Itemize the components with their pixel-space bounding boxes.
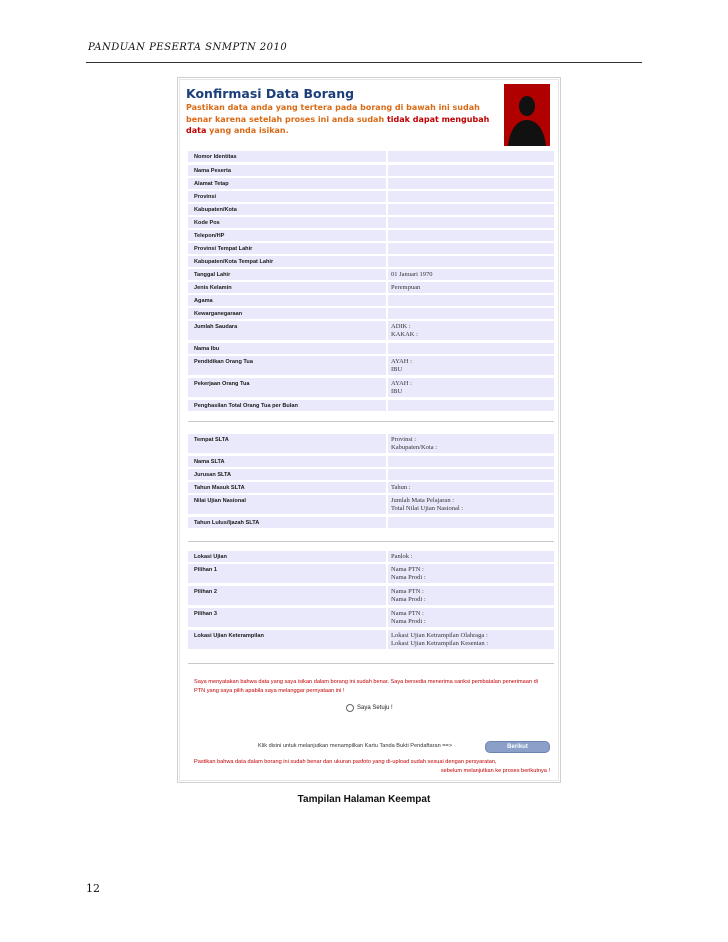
row-value — [388, 343, 554, 354]
row-label: Kewarganegaraan — [188, 308, 386, 319]
row-label: Jumlah Saudara — [188, 321, 386, 340]
figure-caption: Tampilan Halaman Keempat — [297, 794, 431, 805]
section-divider — [188, 421, 554, 422]
row-value — [388, 282, 554, 293]
row-value — [388, 564, 554, 583]
row-value — [388, 178, 554, 189]
row-label: Nilai Ujian Nasional — [188, 495, 386, 514]
form-row — [188, 469, 554, 480]
form-row — [188, 400, 554, 411]
declaration-text: Saya menyatakan bahwa data yang saya isikan dalam borang ini sudah benar. Saya bersedia menerima sanksi pembatalan penerimaan di PTN yang saya pilih apabila saya melanggar pernyataan ini ! — [194, 679, 538, 694]
row-label: Pilihan 2 — [188, 586, 386, 605]
row-value — [388, 608, 554, 627]
row-value-line: Nama Prodi : — [391, 595, 426, 603]
notice-text-2: yang anda isikan. — [206, 126, 289, 135]
form-row — [188, 256, 554, 267]
row-label: Provinsi — [188, 191, 386, 202]
row-value — [388, 434, 554, 453]
form-row — [188, 378, 554, 397]
row-value-line: AYAH : — [391, 358, 412, 365]
form-row — [188, 456, 554, 467]
form-row — [188, 608, 554, 627]
form-row — [188, 356, 554, 375]
row-value — [388, 165, 554, 176]
form-row — [188, 230, 554, 241]
form-row — [188, 217, 554, 228]
row-value — [388, 356, 554, 375]
section-divider — [188, 663, 554, 664]
row-value-line: Nama Prodi : — [391, 617, 426, 625]
row-label: Pendidikan Orang Tua — [188, 356, 386, 375]
row-value — [388, 482, 554, 493]
row-value — [388, 230, 554, 241]
row-value — [388, 243, 554, 254]
row-value — [388, 586, 554, 605]
row-label: Pilihan 3 — [188, 608, 386, 627]
form-row — [188, 204, 554, 215]
row-value — [388, 295, 554, 306]
row-value — [388, 321, 554, 340]
form-row — [188, 321, 554, 340]
document-header: PANDUAN PESERTA SNMPTN 2010 — [88, 42, 288, 53]
form-row — [188, 495, 554, 514]
row-value-line: Perempuan — [391, 284, 421, 291]
row-label: Penghasilan Total Orang Tua per Bulan — [188, 400, 386, 411]
row-label: Tahun Lulus/Ijazah SLTA — [188, 517, 386, 528]
form-screenshot — [177, 77, 561, 783]
form-row — [188, 295, 554, 306]
row-value-line: Nama Prodi : — [391, 573, 426, 581]
form-row — [188, 586, 554, 605]
row-label: Nama Peserta — [188, 165, 386, 176]
confirmation-notice — [186, 102, 504, 137]
row-value-line: Tahun : — [391, 484, 411, 491]
page-number: 12 — [86, 882, 100, 895]
agree-radio[interactable] — [346, 704, 354, 712]
header-divider — [86, 62, 642, 63]
form-frame — [179, 79, 559, 781]
form-row — [188, 517, 554, 528]
row-value — [388, 308, 554, 319]
row-value-line: Panlok : — [391, 553, 413, 560]
row-label: Tahun Masuk SLTA — [188, 482, 386, 493]
row-value — [388, 151, 554, 162]
row-value — [388, 517, 554, 528]
row-value — [388, 191, 554, 202]
row-label: Pekerjaan Orang Tua — [188, 378, 386, 397]
row-value — [388, 456, 554, 467]
form-row — [188, 551, 554, 562]
row-label: Kode Pos — [188, 217, 386, 228]
row-label: Lokasi Ujian — [188, 551, 386, 562]
section-divider — [188, 541, 554, 542]
row-value-line: KAKAK : — [391, 330, 418, 338]
row-value-line: ADIK : — [391, 323, 411, 330]
row-label: Nama Ibu — [188, 343, 386, 354]
form-row — [188, 151, 554, 162]
row-label: Alamat Tetap — [188, 178, 386, 189]
form-row — [188, 165, 554, 176]
row-value-line: Jumlah Mata Pelajaran : — [391, 497, 454, 504]
final-note-line-2: sebelum melanjutkan ke proses berikutnya ! — [440, 768, 550, 774]
row-value-line: Provinsi : — [391, 436, 417, 443]
form-row — [188, 269, 554, 280]
row-value — [388, 495, 554, 514]
person-silhouette-icon — [504, 84, 550, 146]
row-value-line: IBU — [391, 365, 403, 373]
next-instruction: Klik disini untuk melanjutkan menampilkan Kartu Tanda Bukti Pendaftaran ==> — [258, 743, 453, 749]
agree-label: Saya Setuju ! — [357, 705, 393, 711]
form-row — [188, 630, 554, 649]
next-button[interactable]: Berikut — [485, 741, 550, 753]
row-label: Nomor Identitas — [188, 151, 386, 162]
row-value — [388, 256, 554, 267]
row-value — [388, 204, 554, 215]
notice-highlight: tidak dapat mengubah data — [186, 114, 490, 135]
row-value-line: Nama PTN : — [391, 588, 424, 595]
form-row — [188, 178, 554, 189]
row-value-line: Lokasi Ujian Ketrampilan Kesenian : — [391, 639, 489, 647]
row-label: Kabupaten/Kota Tempat Lahir — [188, 256, 386, 267]
row-value — [388, 469, 554, 480]
form-row — [188, 243, 554, 254]
row-value-line: IBU — [391, 387, 403, 395]
row-label: Lokasi Ujian Keterampilan — [188, 630, 386, 649]
row-label: Telepon/HP — [188, 230, 386, 241]
notice-text-1: Pastikan data anda yang tertera pada borang di bawah ini sudah benar karena setelah proses ini anda sudah — [186, 103, 480, 124]
form-row — [188, 343, 554, 354]
row-value-line: AYAH : — [391, 380, 412, 387]
row-value-line: 01 Januari 1970 — [391, 271, 433, 278]
row-label: Jenis Kelamin — [188, 282, 386, 293]
final-note — [194, 758, 550, 776]
form-row — [188, 482, 554, 493]
row-value-line: Total Nilai Ujian Nasional : — [391, 504, 464, 512]
row-value — [388, 630, 554, 649]
row-label: Agama — [188, 295, 386, 306]
row-value — [388, 378, 554, 397]
row-label: Pilihan 1 — [188, 564, 386, 583]
row-label: Jurusan SLTA — [188, 469, 386, 480]
row-value — [388, 217, 554, 228]
form-row — [188, 282, 554, 293]
form-row — [188, 564, 554, 583]
form-row — [188, 434, 554, 453]
row-label: Tanggal Lahir — [188, 269, 386, 280]
row-value — [388, 400, 554, 411]
row-value-line: Lokasi Ujian Ketrampilan Olahraga : — [391, 632, 488, 639]
row-label: Tempat SLTA — [188, 434, 386, 453]
applicant-photo — [504, 84, 550, 146]
final-note-line-1: Pastikan bahwa data dalam borang ini sudah benar dan ukuran pasfoto yang di-upload sudah sesuai dengan persyaratan, — [194, 759, 497, 765]
row-label: Kabupaten/Kota — [188, 204, 386, 215]
row-value-line: Nama PTN : — [391, 566, 424, 573]
form-row — [188, 191, 554, 202]
row-value-line: Nama PTN : — [391, 610, 424, 617]
row-label: Nama SLTA — [188, 456, 386, 467]
row-value — [388, 551, 554, 562]
agree-option[interactable] — [346, 704, 393, 712]
form-row — [188, 308, 554, 319]
row-value-line: Kabupaten/Kota : — [391, 443, 438, 451]
form-title: Konfirmasi Data Borang — [186, 86, 355, 101]
row-value — [388, 269, 554, 280]
row-label: Provinsi Tempat Lahir — [188, 243, 386, 254]
